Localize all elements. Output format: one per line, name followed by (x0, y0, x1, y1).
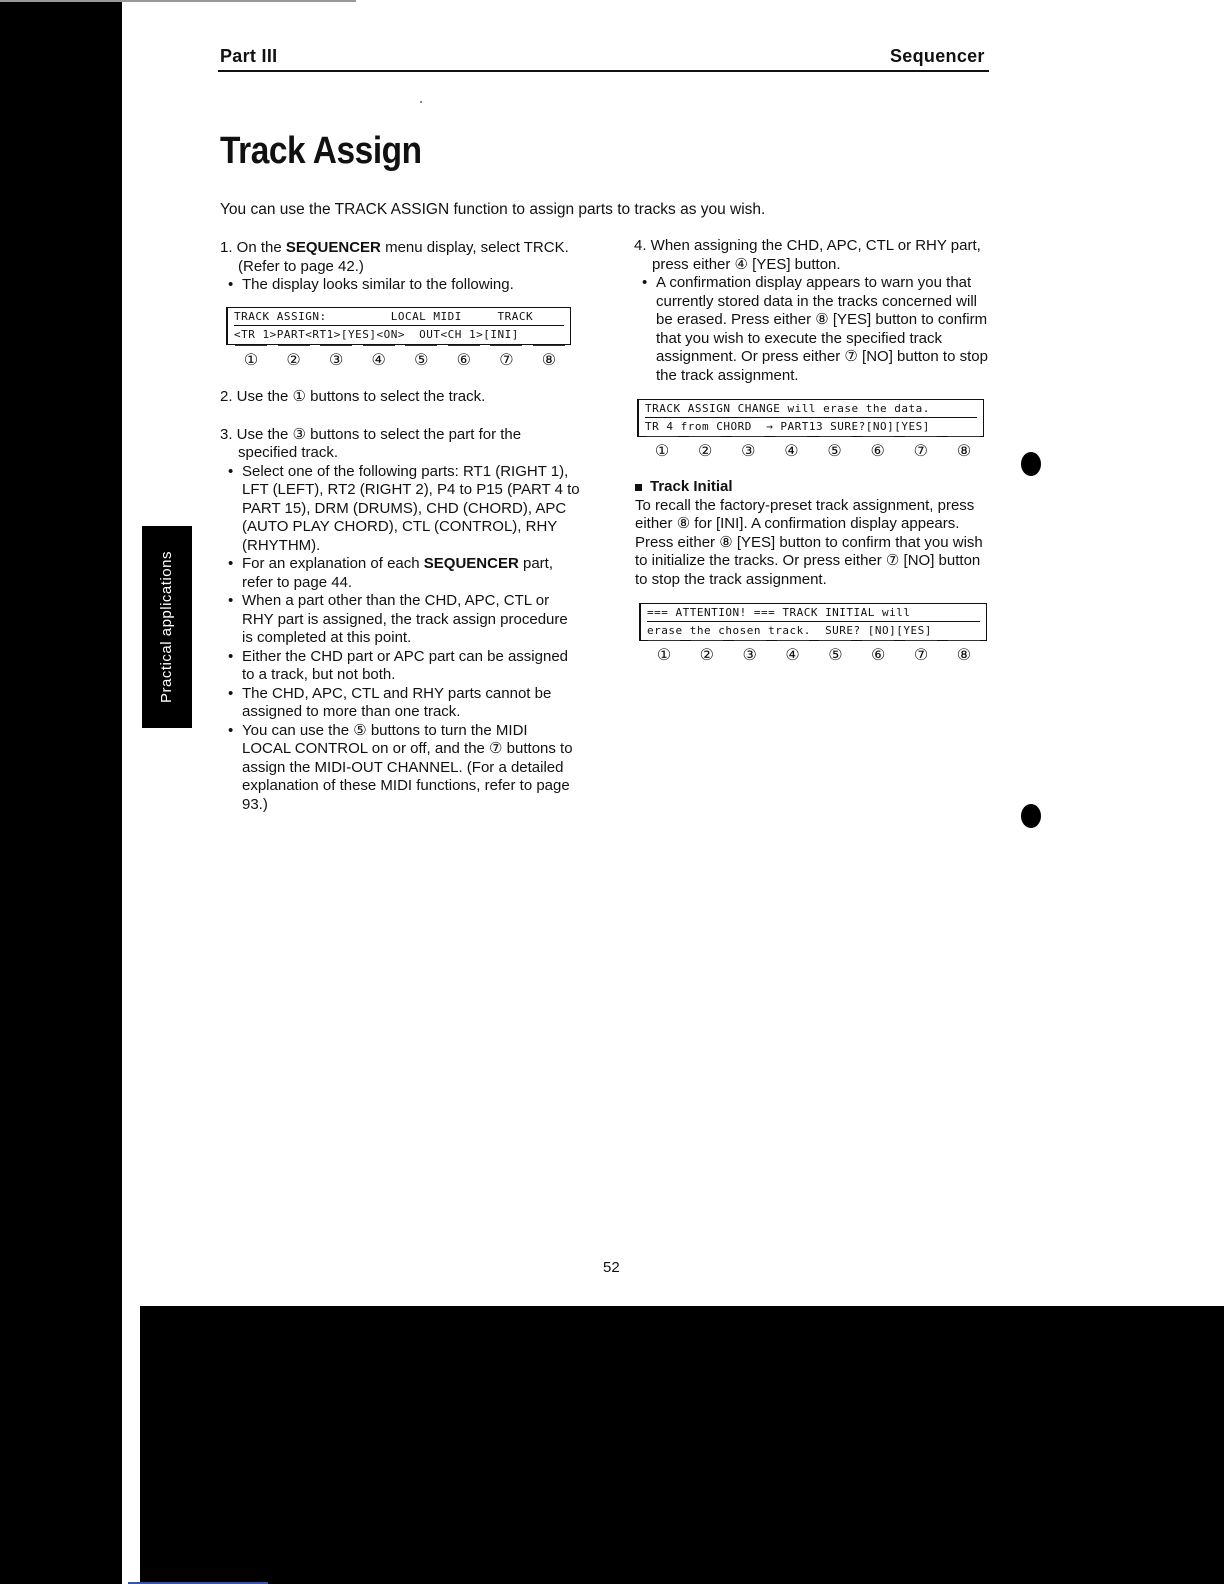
button-4[interactable]: ④ (783, 645, 803, 665)
button-row-3 (654, 645, 974, 665)
button-4[interactable]: ④ (781, 441, 801, 461)
lcd-display-assign-change (637, 399, 984, 437)
intro-text: You can use the TRACK ASSIGN function to assign parts to tracks as you wish. (220, 201, 766, 218)
scan-border-left (0, 0, 122, 1584)
button-8[interactable]: ⑧ (954, 441, 974, 461)
scan-margin (122, 0, 140, 1584)
button-5[interactable]: ⑤ (825, 645, 845, 665)
button-8[interactable]: ⑧ (539, 350, 559, 370)
button-7[interactable]: ⑦ (911, 441, 931, 461)
button-7[interactable]: ⑦ (911, 645, 931, 665)
lcd-line-1: TRACK ASSIGN CHANGE will erase the data. (645, 402, 930, 415)
binder-hole-mark (1021, 804, 1041, 828)
lcd-line-2: TR 4 from CHORD → PART13 SURE?[NO][YES] (645, 417, 977, 435)
side-tab-label: Practical applications (158, 551, 175, 703)
button-2[interactable]: ② (697, 645, 717, 665)
bullet-confirmation: • A confirmation display appears to warn you that currently stored data in the tracks concerned will be erased. Press either ⑧ [YES] button to confirm that you wish to execute the specified track assignment. Or press either ⑦ [NO] button to stop the track assignment. (634, 274, 991, 385)
track-initial-text: To recall the factory-preset track assignment, press either ⑧ for [INI]. A confirmation display appears. Press either ⑧ [YES] button to confirm that you wish to initialize the tracks. Or press either ⑦ [NO] button to stop the track assignment. (635, 496, 983, 588)
header-part: Part III (220, 46, 278, 66)
button-row-2 (652, 441, 974, 461)
right-column (634, 237, 991, 385)
left-column (220, 239, 578, 295)
step-2: 2. Use the ① buttons to select the track. (220, 388, 486, 405)
button-3[interactable]: ③ (740, 645, 760, 665)
bullet-either: • Either the CHD part or APC part can be assigned to a track, but not both. (220, 648, 580, 685)
button-8[interactable]: ⑧ (954, 645, 974, 665)
button-5[interactable]: ⑤ (411, 350, 431, 370)
button-3[interactable]: ③ (738, 441, 758, 461)
page-number: 52 (603, 1259, 620, 1276)
lcd-line-2: <TR 1>PART<RT1>[YES]<ON> OUT<CH 1>[INI] (234, 325, 564, 343)
lcd-display-track-initial (639, 603, 987, 641)
button-1[interactable]: ① (241, 350, 261, 370)
button-3[interactable]: ③ (326, 350, 346, 370)
bullet-cannot: • The CHD, APC, CTL and RHY parts cannot be assigned to more than one track. (220, 685, 580, 722)
binder-hole-mark (1021, 452, 1041, 476)
scan-speck (420, 101, 422, 103)
lcd-line-2: erase the chosen track. SURE? [NO][YES] (647, 621, 980, 639)
button-2[interactable]: ② (695, 441, 715, 461)
square-bullet-icon (635, 484, 642, 491)
page-title: Track Assign (220, 130, 422, 172)
header-rule (218, 70, 989, 72)
side-tab (142, 526, 192, 728)
header-section: Sequencer (890, 46, 985, 66)
button-1[interactable]: ① (654, 645, 674, 665)
button-6[interactable]: ⑥ (868, 441, 888, 461)
subheading-track-initial: Track Initial (635, 478, 992, 497)
bullet-other-part: • When a part other than the CHD, APC, CTL or RHY part is assigned, the track assign procedure is completed at this point. (220, 592, 580, 648)
step-3: 3. Use the ③ buttons to select the part for the specified track. (220, 425, 522, 461)
button-5[interactable]: ⑤ (825, 441, 845, 461)
step-1: 1. On the SEQUENCER menu display, select TRCK. (Refer to page 42.) (220, 239, 569, 275)
button-4[interactable]: ④ (369, 350, 389, 370)
button-row-1 (241, 350, 559, 370)
scan-top-edge (0, 0, 356, 2)
bullet-parts: • Select one of the following parts: RT1 (RIGHT 1), LFT (LEFT), RT2 (RIGHT 2), P4 to P15 (PART 4 to PART 15), DRM (DRUMS), CHD (CHORD), APC (AUTO PLAY CHORD), CTL (CONTROL), RHY (RHYTHM). (220, 463, 580, 556)
step-4: 4. When assigning the CHD, APC, CTL or RHY part, press either ④ [YES] button. (634, 237, 981, 273)
button-7[interactable]: ⑦ (496, 350, 516, 370)
button-2[interactable]: ② (284, 350, 304, 370)
button-1[interactable]: ① (652, 441, 672, 461)
button-6[interactable]: ⑥ (868, 645, 888, 665)
track-initial-section (635, 478, 992, 589)
lcd-line-1: TRACK ASSIGN: LOCAL MIDI TRACK (234, 310, 534, 323)
lcd-display-track-assign (226, 307, 571, 345)
bullet-midi: • You can use the ⑤ buttons to turn the MIDI LOCAL CONTROL on or off, and the ⑦ buttons to assign the MIDI-OUT CHANNEL. (For a detailed explanation of these MIDI functions, refer to page 93.) (220, 722, 580, 815)
button-6[interactable]: ⑥ (454, 350, 474, 370)
bullet-explanation: • For an explanation of each SEQUENCER part, refer to page 44. (220, 555, 580, 592)
lcd-line-1: === ATTENTION! === TRACK INITIAL will (647, 606, 911, 619)
bullet-display: • The display looks similar to the following. (220, 276, 578, 295)
left-column-steps (220, 388, 580, 814)
